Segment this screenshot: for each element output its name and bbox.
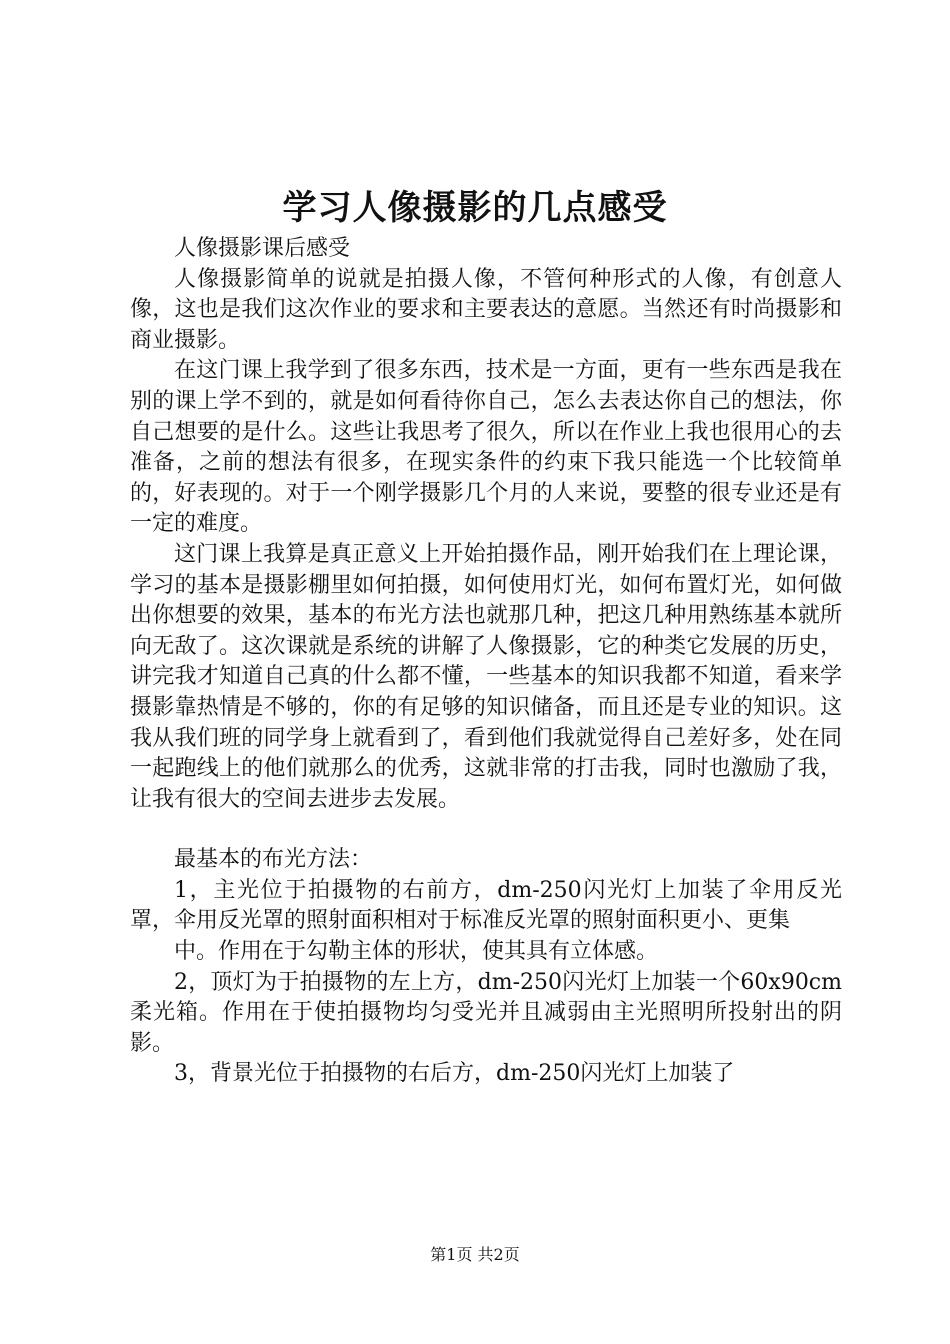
paragraph: 2，顶灯为于拍摄物的左上方，dm-250闪光灯上加装一个60x90cm柔光箱。作用在于使拍摄物均匀受光并且减弱由主光照明所投射出的阴影。	[130, 969, 842, 1056]
paragraph-heading: 最基本的布光方法：	[174, 847, 373, 873]
paragraph-subtitle: 人像摄影课后感受	[174, 236, 351, 261]
paragraph: 3，背景光位于拍摄物的右后方，dm-250闪光灯上加装了	[174, 1061, 735, 1087]
paragraph: 这门课上我算是真正意义上开始拍摄作品，刚开始我们在上理论课，学习的基本是摄影棚里如何拍摄，如何使用灯光，如何布置灯光，如何做出你想要的效果，基本的布光方法也就那几种，把这几种用熟练基本就所向无敌了。这次课就是系统的讲解了人像摄影，它的种类它发展的历史，讲完我才知道自己真的什么都不懂，一些基本的知识我都不知道，看来学摄影靠热情是不够的，你的有足够的知识储备，而且还是专业的知识。这我从我们班的同学身上就看到了，看到他们我就觉得自己差好多，处在同一起跑线上的他们就那么的优秀，这就非常的打击我，同时也激励了我，让我有很大的空间去进步去发展。	[130, 541, 842, 812]
paragraph: 在这门课上我学到了很多东西，技术是一方面，更有一些东西是我在别的课上学不到的，就是如何看待你自己，怎么去表达你自己的想法，你自己想要的是什么。这些让我思考了很久，所以在作业上我也很用心的去准备，之前的想法有很多，在现实条件的约束下我只能选一个比较简单的，好表现的。对于一个刚学摄影几个月的人来说，要整的很专业还是有一定的难度。	[130, 358, 842, 537]
document-body	[130, 234, 842, 1090]
page-number: 第1页 共2页	[430, 1245, 520, 1264]
paragraph: 中。作用在于勾勒主体的形状，使其具有立体感。	[174, 939, 659, 965]
paragraph: 1，主光位于拍摄物的右前方，dm-250闪光灯上加装了伞用反光罩，伞用反光罩的照射面积相对于标准反光罩的照射面积更小、更集	[130, 877, 842, 934]
paragraph: 人像摄影简单的说就是拍摄人像，不管何种形式的人像，有创意人像，这也是我们这次作业的要求和主要表达的意愿。当然还有时尚摄影和商业摄影。	[130, 266, 842, 353]
document-title: 学习人像摄影的几点感受	[282, 188, 668, 228]
